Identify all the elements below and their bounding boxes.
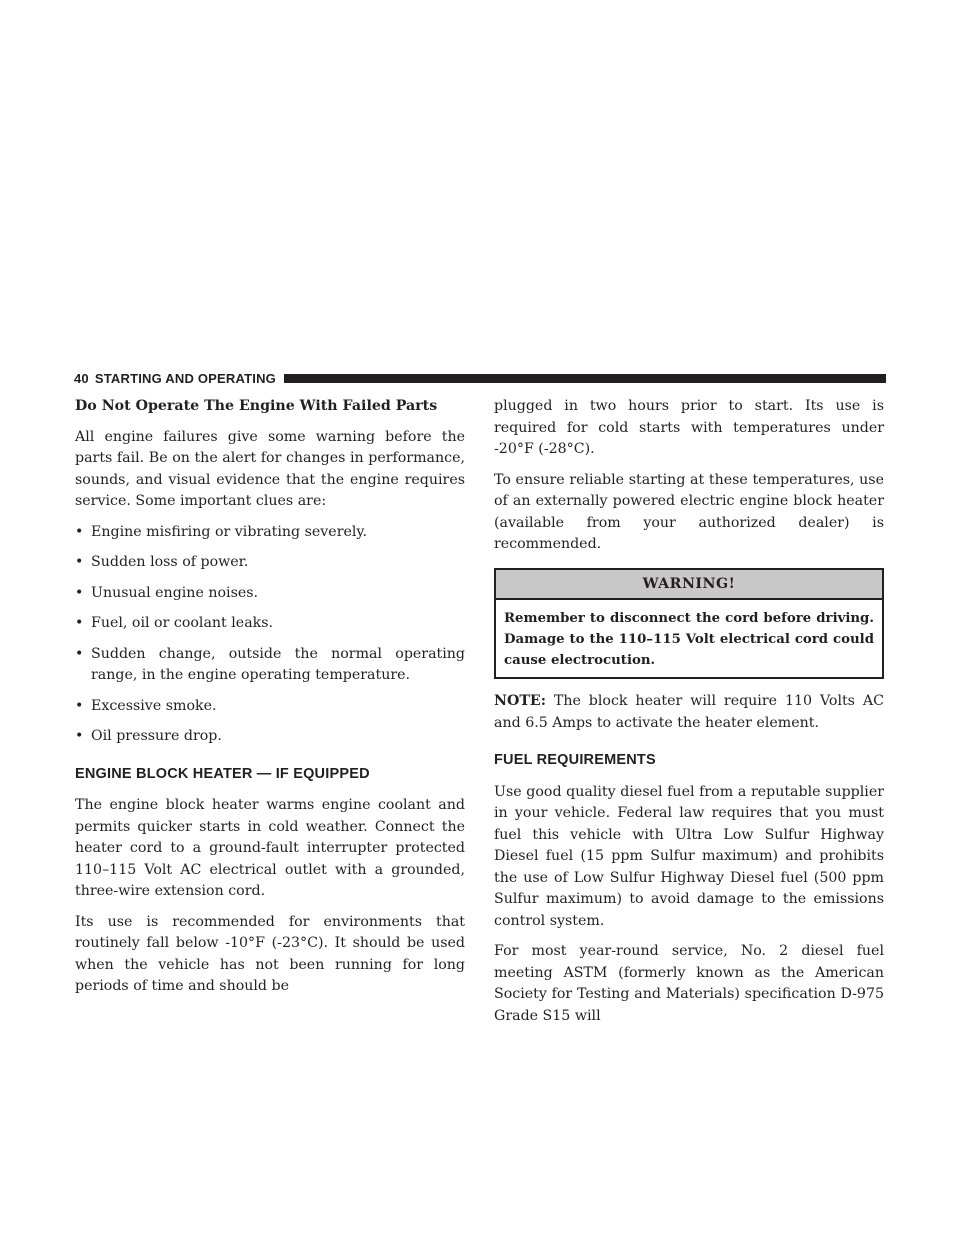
list-item: • Sudden change, outside the normal operating range, in the engine operating temperature. <box>75 645 465 683</box>
intro-paragraph: All engine failures give some warning before the parts fail. Be on the alert for changes in performance, sounds, and visual evidence that the engine requires service. Some important clues are: <box>75 428 465 509</box>
bullet-icon: • <box>75 584 84 601</box>
bullet-icon: • <box>75 645 84 662</box>
left-column <box>75 396 465 1007</box>
warning-clues-list <box>75 522 465 748</box>
fuel-paragraph-1: Use good quality diesel fuel from a reputable supplier in your vehicle. Federal law requires that you must fuel this vehicle with Ultra Low Sulfur Highway Diesel fuel (15 ppm Sulfur maximum) and prohibits the use of Low Sulfur Highway Diesel fuel (500 ppm Sulfur maximum) to avoid damage to the emissions control system. <box>494 783 884 929</box>
list-item: • Fuel, oil or coolant leaks. <box>75 613 465 635</box>
list-item: • Engine misfiring or vibrating severely. <box>75 522 465 544</box>
warning-body: Remember to disconnect the cord before driving. Damage to the 110–115 Volt electrical cord could cause electrocution. <box>504 611 874 668</box>
block-heater-paragraph-3: plugged in two hours prior to start. Its use is required for cold starts with temperatures under -20°F (-28°C). <box>494 398 884 457</box>
block-heater-paragraph-1: The engine block heater warms engine coolant and permits quicker starts in cold weather. Connect the heater cord to a ground-fault interrupter protected 110–115 Volt AC electrical outlet with a grounded, three-wire extension cord. <box>75 797 465 899</box>
header-rule <box>284 374 886 383</box>
block-heater-paragraph-2: Its use is recommended for environments that routinely fall below -10°F (-23°C). It should be used when the vehicle has not been running for long periods of time and should be <box>75 913 465 994</box>
warning-title: WARNING! <box>496 570 882 601</box>
page-number: 40 <box>74 370 89 386</box>
list-item: • Excessive smoke. <box>75 696 465 718</box>
list-item: • Sudden loss of power. <box>75 552 465 574</box>
section-heading-fuel: FUEL REQUIREMENTS <box>494 752 656 768</box>
bullet-icon: • <box>75 523 84 540</box>
note-text: The block heater will require 110 Volts AC and 6.5 Amps to activate the heater element. <box>494 693 884 731</box>
fuel-paragraph-2: For most year-round service, No. 2 diesel fuel meeting ASTM (formerly known as the American Society for Testing and Materials) specification D-975 Grade S15 will <box>494 943 884 1024</box>
page-header <box>74 370 886 386</box>
bullet-icon: • <box>75 615 84 631</box>
subheading-failed-parts: Do Not Operate The Engine With Failed Parts <box>75 398 438 414</box>
block-heater-paragraph-4: To ensure reliable starting at these temperatures, use of an externally powered electric engine block heater (available from your authorized dealer) is recommended. <box>494 471 884 552</box>
section-heading-block-heater: ENGINE BLOCK HEATER — IF EQUIPPED <box>75 765 370 782</box>
bullet-icon: • <box>75 728 84 744</box>
section-title: STARTING AND OPERATING <box>94 370 276 386</box>
bullet-icon: • <box>75 554 84 570</box>
bullet-icon: • <box>75 697 84 714</box>
note-paragraph <box>494 691 884 734</box>
list-item: • Unusual engine noises. <box>75 583 465 605</box>
note-label: NOTE: <box>494 693 546 709</box>
right-column <box>494 396 884 1036</box>
warning-box <box>494 568 884 680</box>
list-item: • Oil pressure drop. <box>75 726 465 748</box>
